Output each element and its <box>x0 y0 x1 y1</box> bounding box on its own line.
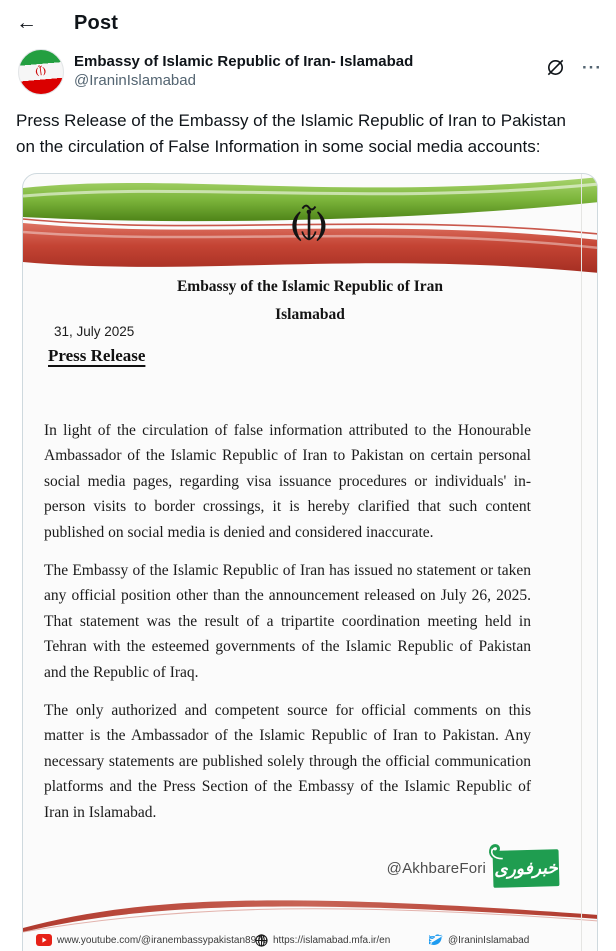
watermark <box>387 850 559 887</box>
document-footer <box>23 934 597 951</box>
scanned-page-edge <box>581 174 582 951</box>
page-title: Post <box>74 11 119 34</box>
globe-icon <box>255 934 268 947</box>
press-release-image[interactable] <box>22 173 598 951</box>
author-handle[interactable]: @IraninIslamabad <box>74 72 196 89</box>
footer-website: https://islamabad.mfa.ir/en <box>255 934 390 947</box>
iran-emblem-icon <box>33 63 50 79</box>
author-block[interactable] <box>74 49 413 91</box>
youtube-icon <box>36 934 52 946</box>
press-release-paragraph: The Embassy of the Islamic Republic of Iran has issued no statement or taken any official position other than the announcement released on July 26, 2025. That statement was the result of a tripartite coordination meeting held in Tehran with the esteemed governments of the Islamic Republic of Pakistan and the Republic of Iraq. <box>44 562 531 681</box>
tweet-actions <box>545 49 602 78</box>
more-options-icon[interactable]: ··· <box>582 57 602 77</box>
watermark-handle: @AkhbareFori <box>386 860 486 877</box>
tweet-header <box>0 46 616 95</box>
document-body <box>44 418 531 838</box>
footer-youtube: www.youtube.com/@iranembassypakistan8970 <box>36 934 267 946</box>
logo-calligraphy-swash <box>484 844 507 867</box>
tweet-text-line: on the circulation of False Information in some social media accounts: <box>16 137 541 156</box>
tweet-text-line: Press Release of the Embassy of the Islamic Republic of Iran to Pakistan <box>16 111 566 130</box>
press-release-paragraph: In light of the circulation of false information attributed to the Honourable Ambassador of the Islamic Republic of Iran to Pakistan on certain personal social media pages, regarding visa issuance procedures or individuals' in-person visits to border crossings, it is hereby clarified that such content published on social media is denied and considered inaccurate. <box>44 422 531 541</box>
press-release-paragraph: The only authorized and competent source for official comments on this matter is the Ambassador of the Islamic Republic of Iran to Pakistan. Any necessary statements are published solely through the official communication platforms and the Press Section of the Embassy of the Islamic Republic of Iran in Islamabad. <box>44 702 531 821</box>
avatar[interactable] <box>18 49 64 95</box>
tweet-text <box>16 108 600 160</box>
post-topbar <box>0 0 616 46</box>
author-name[interactable]: Embassy of Islamic Republic of Iran- Islamabad <box>74 53 414 70</box>
grok-icon[interactable] <box>545 57 566 78</box>
twitter-bird-icon <box>429 934 443 946</box>
iran-emblem-icon <box>23 202 597 250</box>
back-arrow-icon[interactable]: ← <box>16 6 50 40</box>
footer-twitter: @IraninIslamabad <box>429 934 529 946</box>
document-date: 31, July 2025 <box>54 324 135 339</box>
document-city: Islamabad <box>275 306 345 323</box>
document-org-name: Embassy of the Islamic Republic of Iran <box>176 278 444 295</box>
document-heading: Press Release <box>48 346 146 365</box>
flag-ribbon-footer <box>23 888 598 936</box>
akhbarefori-logo: خبرفوری <box>493 849 560 888</box>
